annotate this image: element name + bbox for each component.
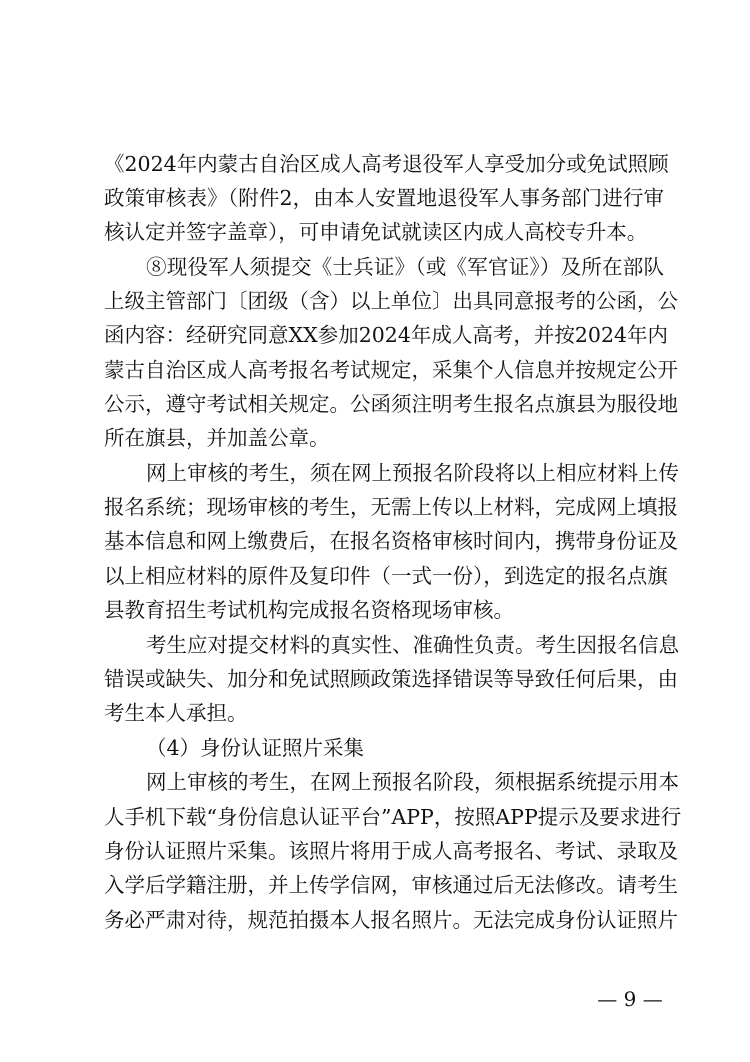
text-line-4: ⑧现役军人须提交《士兵证》（或《军官证》）及所在部队 <box>146 255 664 279</box>
text-line-23: 务必严肃对待，规范拍摄本人报名照片。无法完成身份认证照片 <box>104 908 678 932</box>
text-line-17: 考生本人承担。 <box>104 701 248 725</box>
text-line-1: 《2024年内蒙古自治区成人高考退役军人享受加分或免试照顾 <box>104 152 669 176</box>
text-line-20: 人手机下载“身份信息认证平台”APP，按照APP提示及要求进行 <box>104 805 682 829</box>
text-line-11: 报名系统；现场审核的考生，无需上传以上材料，完成网上填报 <box>104 495 678 519</box>
text-line-5: 上级主管部门〔团级（含）以上单位〕出具同意报考的公函，公 <box>104 289 678 313</box>
section-heading: （4）身份认证照片采集 <box>146 736 365 760</box>
text-line-7: 蒙古自治区成人高考报名考试规定，采集个人信息并按规定公开 <box>104 358 678 382</box>
text-line-19: 网上审核的考生，在网上预报名阶段，须根据系统提示用本 <box>146 770 679 794</box>
text-line-13: 以上相应材料的原件及复印件（一式一份），到选定的报名点旗 <box>104 564 668 588</box>
text-line-15: 考生应对提交材料的真实性、准确性负责。考生因报名信息 <box>146 633 679 657</box>
text-line-2: 政策审核表》（附件2，由本人安置地退役军人事务部门进行审 <box>104 186 664 210</box>
text-line-9: 所在旗县，并加盖公章。 <box>104 426 330 450</box>
text-line-14: 县教育招生考试机构完成报名资格现场审核。 <box>104 598 514 622</box>
text-line-6: 函内容：经研究同意XX参加2024年成人高考，并按2024年内 <box>104 323 669 347</box>
text-line-10: 网上审核的考生，须在网上预报名阶段将以上相应材料上传 <box>146 461 679 485</box>
text-line-22: 入学后学籍注册，并上传学信网，审核通过后无法修改。请考生 <box>104 873 678 897</box>
text-line-8: 公示，遵守考试相关规定。公函须注明考生报名点旗县为服役地 <box>104 392 678 416</box>
text-line-12: 基本信息和网上缴费后，在报名资格审核时间内，携带身份证及 <box>104 529 678 553</box>
text-line-21: 身份认证照片采集。该照片将用于成人高考报名、考试、录取及 <box>104 839 678 863</box>
text-line-16: 错误或缺失、加分和免试照顾政策选择错误等导致任何后果，由 <box>104 667 678 691</box>
page-number: — 9 — <box>597 987 663 1011</box>
text-line-3: 核认定并签字盖章），可申请免试就读区内成人高校专升本。 <box>104 220 648 244</box>
